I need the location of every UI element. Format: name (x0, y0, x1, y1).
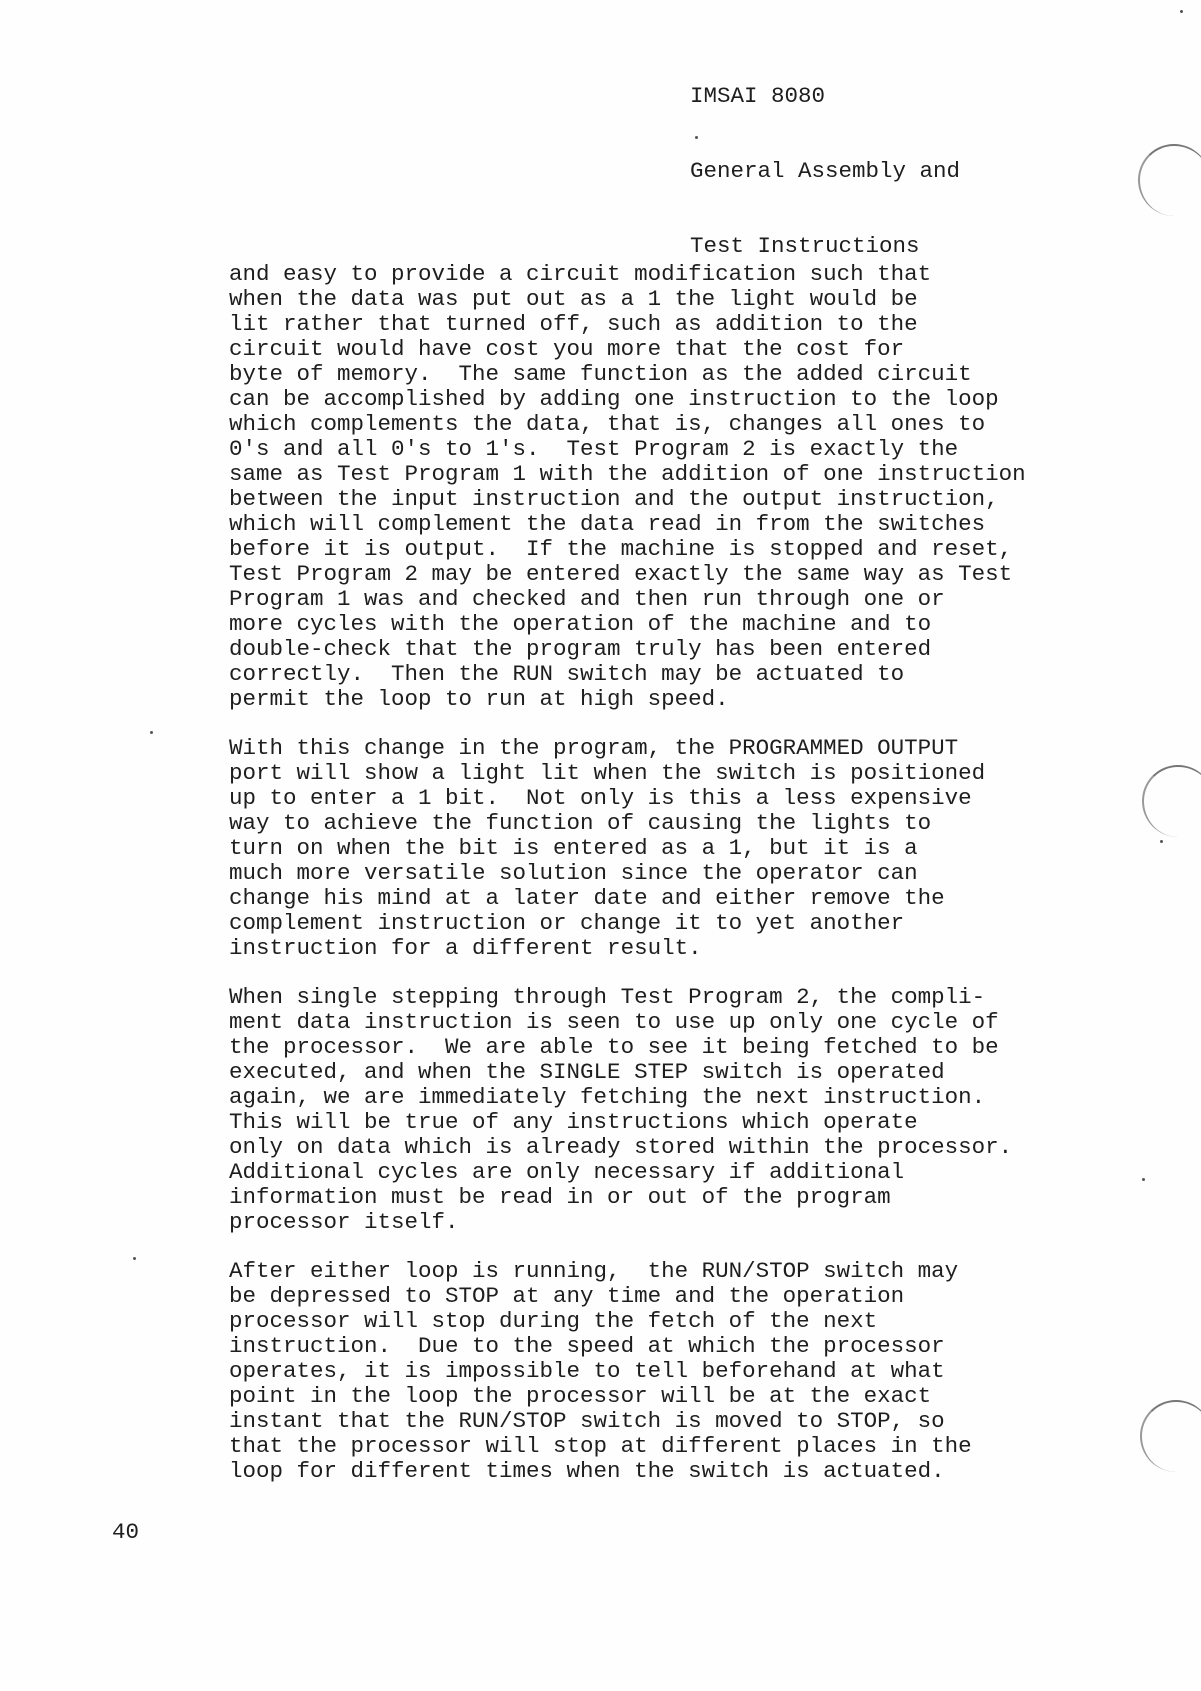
text-line: which will complement the data read in from the switches (229, 511, 986, 537)
text-line: After either loop is running, the RUN/STOP switch may (229, 1258, 959, 1284)
text-line: be depressed to STOP at any time and the operation (229, 1283, 905, 1309)
scan-speck (1180, 10, 1183, 13)
text-line: same as Test Program 1 with the addition of one instruction (229, 461, 1026, 487)
text-line: Program 1 was and checked and then run through one or (229, 586, 945, 612)
text-line: the processor. We are able to see it being fetched to be (229, 1034, 999, 1060)
text-line: can be accomplished by adding one instruction to the loop (229, 386, 999, 412)
header-line: Test Instructions (690, 233, 920, 259)
text-line: port will show a light lit when the switch is positioned (229, 760, 986, 786)
text-line: circuit would have cost you more that the cost for (229, 336, 905, 362)
text-line: With this change in the program, the PROGRAMMED OUTPUT (229, 735, 959, 761)
text-line: ment data instruction is seen to use up only one cycle of (229, 1009, 999, 1035)
text-line: correctly. Then the RUN switch may be actuated to (229, 661, 905, 687)
scan-speck (133, 1257, 136, 1260)
page-number: 40 (112, 1519, 140, 1545)
text-line: much more versatile solution since the operator can (229, 860, 918, 886)
text-line: Test Program 2 may be entered exactly the same way as Test (229, 561, 1013, 587)
text-line: operates, it is impossible to tell beforehand at what (229, 1358, 945, 1384)
text-line: permit the loop to run at high speed. (229, 686, 729, 712)
text-line: more cycles with the operation of the machine and to (229, 611, 932, 637)
paragraph (229, 985, 1129, 1235)
text-line: only on data which is already stored within the processor. (229, 1134, 1013, 1160)
text-line: 0's and all 0's to 1's. Test Program 2 is exactly the (229, 436, 959, 462)
text-line: before it is output. If the machine is stopped and reset, (229, 536, 1013, 562)
text-line: executed, and when the SINGLE STEP switch is operated (229, 1059, 945, 1085)
text-line: again, we are immediately fetching the next instruction. (229, 1084, 986, 1110)
scan-speck (695, 136, 698, 139)
text-line: between the input instruction and the output instruction, (229, 486, 999, 512)
text-line: instruction for a different result. (229, 935, 702, 961)
text-line: instant that the RUN/STOP switch is moved to STOP, so (229, 1408, 945, 1434)
text-line: complement instruction or change it to yet another (229, 910, 905, 936)
text-line: processor will stop during the fetch of the next (229, 1308, 878, 1334)
scan-speck (150, 731, 153, 734)
binder-hole (1142, 765, 1201, 837)
text-line: byte of memory. The same function as the added circuit (229, 361, 972, 387)
scan-speck (1160, 840, 1163, 843)
scan-speck (1142, 1178, 1145, 1181)
text-line: Additional cycles are only necessary if additional (229, 1159, 905, 1185)
text-line: which complements the data, that is, changes all ones to (229, 411, 986, 437)
text-line: processor itself. (229, 1209, 459, 1235)
text-line: way to achieve the function of causing the lights to (229, 810, 932, 836)
text-line: instruction. Due to the speed at which the processor (229, 1333, 945, 1359)
text-line: when the data was put out as a 1 the light would be (229, 286, 918, 312)
paragraph (229, 1259, 1129, 1484)
paragraph (229, 262, 1129, 712)
paragraph (229, 736, 1129, 961)
text-line: loop for different times when the switch is actuated. (229, 1458, 945, 1484)
header-line: IMSAI 8080 (690, 83, 826, 109)
text-line: This will be true of any instructions which operate (229, 1109, 918, 1135)
text-line: change his mind at a later date and either remove the (229, 885, 945, 911)
text-line: double-check that the program truly has been entered (229, 636, 932, 662)
text-line: lit rather that turned off, such as addition to the (229, 311, 918, 337)
text-line: information must be read in or out of the program (229, 1184, 891, 1210)
binder-hole (1138, 144, 1201, 216)
text-line: point in the loop the processor will be at the exact (229, 1383, 932, 1409)
document-body (229, 262, 1129, 1508)
header-line: General Assembly and (690, 158, 961, 184)
text-line: and easy to provide a circuit modification such that (229, 261, 932, 287)
text-line: that the processor will stop at different places in the (229, 1433, 972, 1459)
text-line: turn on when the bit is entered as a 1, but it is a (229, 835, 918, 861)
binder-hole (1140, 1400, 1201, 1472)
text-line: When single stepping through Test Program 2, the compli- (229, 984, 986, 1010)
text-line: up to enter a 1 bit. Not only is this a less expensive (229, 785, 972, 811)
